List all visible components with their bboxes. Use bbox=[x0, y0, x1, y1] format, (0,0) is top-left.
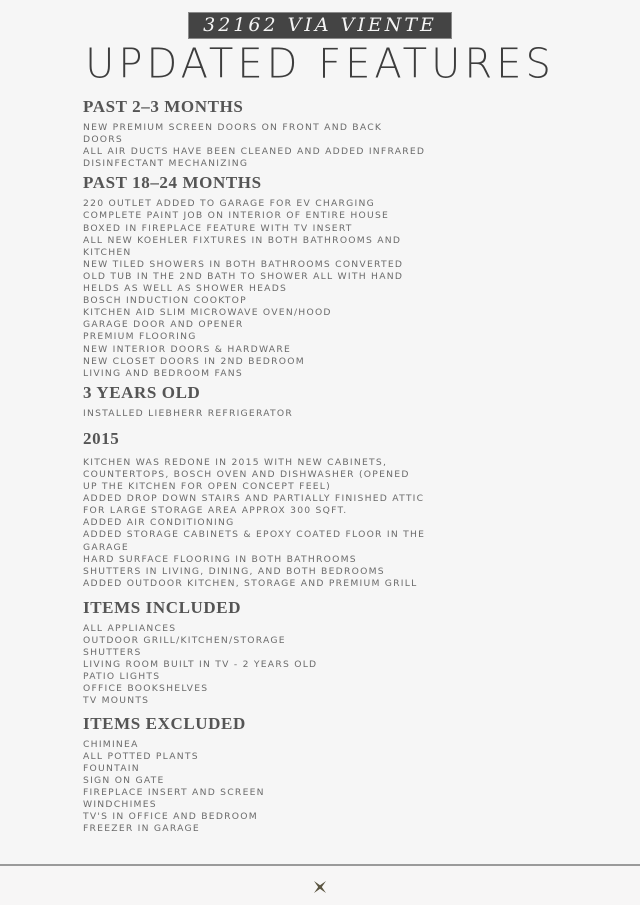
section-title: 3 YEARS OLD bbox=[83, 382, 201, 402]
list-item: NEW INTERIOR DOORS & HARDWARE bbox=[83, 343, 292, 355]
list-item: ADDED OUTDOOR KITCHEN, STORAGE AND PREMIUM GRILL bbox=[83, 577, 418, 589]
list-item: GARAGE bbox=[83, 541, 129, 553]
list-item: FIREPLACE INSERT AND SCREEN bbox=[83, 786, 265, 798]
list-item: BOXED IN FIREPLACE FEATURE WITH TV INSERT bbox=[83, 222, 353, 234]
list-item: HARD SURFACE FLOORING IN BOTH BATHROOMS bbox=[83, 553, 357, 565]
list-item: SHUTTERS IN LIVING, DINING, AND BOTH BEDROOMS bbox=[83, 565, 385, 577]
list-item: COMPLETE PAINT JOB ON INTERIOR OF ENTIRE HOUSE bbox=[83, 210, 390, 222]
list-item: ADDED STORAGE CABINETS & EPOXY COATED FLOOR IN THE bbox=[83, 529, 426, 541]
list-item: WINDCHIMES bbox=[83, 799, 157, 811]
page-title: UPDATED FEATURES bbox=[85, 40, 555, 88]
section-2015 bbox=[83, 429, 463, 590]
list-item: OLD TUB IN THE 2ND BATH TO SHOWER ALL WITH HAND bbox=[83, 270, 404, 282]
section-title: PAST 2–3 MONTHS bbox=[83, 97, 244, 116]
list-item: KITCHEN AID SLIM MICROWAVE OVEN/HOOD bbox=[83, 307, 332, 319]
list-item: BOSCH INDUCTION COOKTOP bbox=[83, 295, 247, 307]
four-point-star-icon bbox=[312, 879, 328, 895]
list-item: HELDS AS WELL AS SHOWER HEADS bbox=[83, 283, 288, 295]
list-item: COUNTERTOPS, BOSCH OVEN AND DISHWASHER (OPENED bbox=[83, 468, 410, 480]
section-items bbox=[83, 408, 463, 420]
section-past-2-3-months bbox=[83, 97, 463, 170]
list-item: OUTDOOR GRILL/KITCHEN/STORAGE bbox=[83, 635, 286, 646]
list-item: PREMIUM FLOORING bbox=[83, 331, 197, 343]
section-items-included bbox=[83, 598, 463, 708]
list-item: ALL POTTED PLANTS bbox=[83, 750, 199, 762]
list-item: TV MOUNTS bbox=[83, 695, 150, 707]
section-3-years-old bbox=[83, 383, 463, 420]
address-banner bbox=[188, 12, 452, 39]
list-item: LIVING AND BEDROOM FANS bbox=[83, 367, 243, 379]
list-item: 220 OUTLET ADDED TO GARAGE FOR EV CHARGING bbox=[83, 198, 376, 210]
list-item: DISINFECTANT MECHANIZING bbox=[83, 158, 249, 170]
list-item: FOR LARGE STORAGE AREA APPROX 300 SQFT. bbox=[83, 505, 348, 517]
list-item: KITCHEN bbox=[83, 246, 132, 258]
list-item: ADDED AIR CONDITIONING bbox=[83, 517, 235, 529]
list-item: FREEZER IN GARAGE bbox=[83, 823, 200, 835]
list-item: TV'S IN OFFICE AND BEDROOM bbox=[83, 811, 258, 823]
list-item: ADDED DROP DOWN STAIRS AND PARTIALLY FINISHED ATTIC bbox=[83, 493, 425, 505]
list-item: PATIO LIGHTS bbox=[83, 671, 161, 683]
list-item: LIVING ROOM BUILT IN TV - 2 YEARS OLD bbox=[83, 659, 318, 671]
list-item: INSTALLED LIEBHERR REFRIGERATOR bbox=[83, 407, 294, 419]
list-item: SHUTTERS bbox=[83, 647, 142, 659]
list-item: SIGN ON GATE bbox=[83, 774, 165, 786]
list-item: GARAGE DOOR AND OPENER bbox=[83, 319, 244, 331]
list-item: OFFICE BOOKSHELVES bbox=[83, 683, 209, 695]
list-item: DOORS bbox=[83, 134, 124, 146]
list-item: FOUNTAIN bbox=[83, 762, 140, 774]
address-text: 32162 VIA VIENTE bbox=[203, 14, 437, 36]
list-item: NEW TILED SHOWERS IN BOTH BATHROOMS CONVERTED bbox=[83, 258, 404, 270]
section-title: ITEMS EXCLUDED bbox=[83, 713, 246, 733]
section-title: PAST 18–24 MONTHS bbox=[83, 173, 262, 193]
section-items bbox=[83, 739, 463, 836]
section-items-excluded bbox=[83, 714, 463, 836]
section-past-18-24-months bbox=[83, 173, 463, 379]
section-items bbox=[83, 457, 463, 590]
list-item: UP THE KITCHEN FOR OPEN CONCEPT FEEL) bbox=[83, 481, 332, 493]
section-title: ITEMS INCLUDED bbox=[83, 597, 242, 617]
list-item: CHIMINEA bbox=[83, 738, 139, 750]
footer bbox=[0, 866, 640, 905]
list-item: KITCHEN WAS REDONE IN 2015 WITH NEW CABINETS, bbox=[83, 456, 388, 468]
list-item: ALL AIR DUCTS HAVE BEEN CLEANED AND ADDED INFRARED bbox=[83, 146, 426, 158]
list-item: ALL NEW KOEHLER FIXTURES IN BOTH BATHROOMS AND bbox=[83, 234, 402, 246]
features-content bbox=[83, 97, 463, 837]
list-item: NEW PREMIUM SCREEN DOORS ON FRONT AND BACK bbox=[83, 122, 383, 133]
list-item: NEW CLOSET DOORS IN 2ND BEDROOM bbox=[83, 355, 305, 367]
section-title: 2015 bbox=[83, 428, 120, 448]
section-items bbox=[83, 623, 463, 708]
list-item: ALL APPLIANCES bbox=[83, 622, 177, 634]
section-items bbox=[83, 198, 463, 379]
section-items bbox=[83, 122, 463, 170]
